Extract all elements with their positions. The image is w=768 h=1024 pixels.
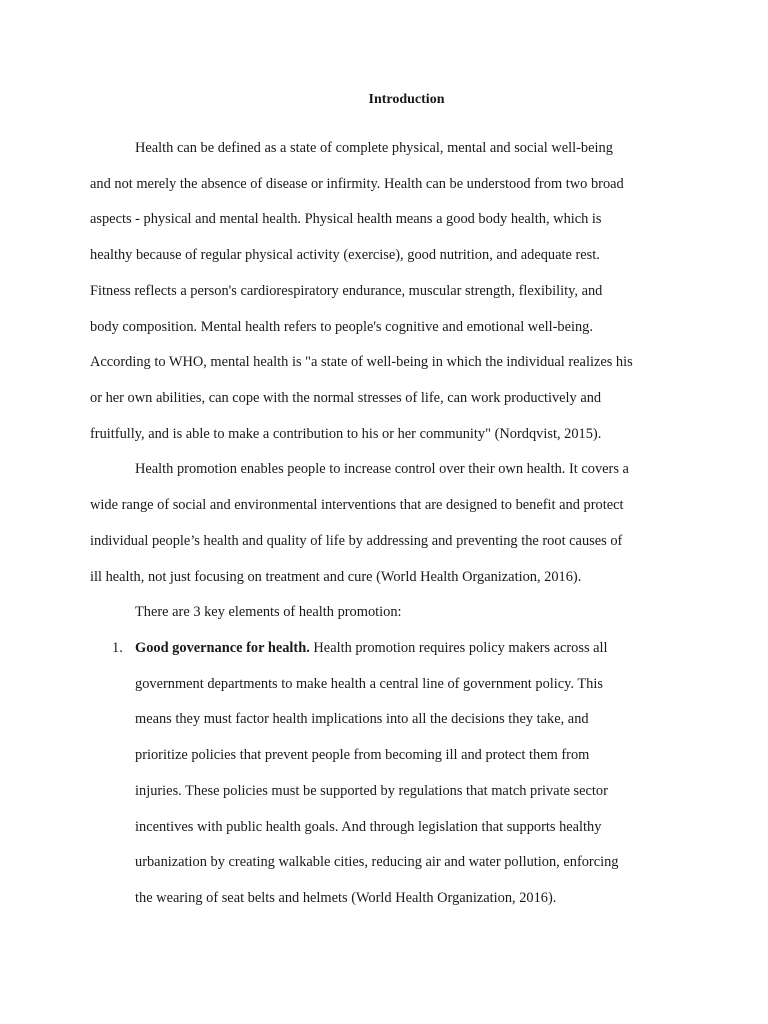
list-item-line: urbanization by creating walkable cities, reducing air and water pollution, enforcing <box>135 854 619 870</box>
list-item-line: injuries. These policies must be supported by regulations that match private sector <box>135 783 608 799</box>
list-item-line: means they must factor health implications into all the decisions they take, and <box>135 711 589 727</box>
paragraph-line: Fitness reflects a person's cardiorespiratory endurance, muscular strength, flexibility, and <box>90 283 603 299</box>
paragraph-line: According to WHO, mental health is "a state of well-being in which the individual realizes his <box>90 354 633 370</box>
paragraph-line: aspects - physical and mental health. Physical health means a good body health, which is <box>90 211 602 227</box>
paragraph-line: There are 3 key elements of health promotion: <box>135 604 402 620</box>
paragraph-line: ill health, not just focusing on treatment and cure (World Health Organization, 2016). <box>90 569 582 585</box>
list-number: 1. <box>112 640 123 656</box>
list-item-line: government departments to make health a central line of government policy. This <box>135 676 603 692</box>
list-item-text: Health promotion requires policy makers across all <box>309 640 608 656</box>
page-title: Introduction <box>368 92 445 107</box>
paragraph-line: and not merely the absence of disease or infirmity. Health can be understood from two broad <box>90 176 624 192</box>
paragraph-line: wide range of social and environmental interventions that are designed to benefit and protect <box>90 497 624 513</box>
paragraph-line: fruitfully, and is able to make a contribution to his or her community" (Nordqvist, 2015). <box>90 426 602 442</box>
paragraph-line: body composition. Mental health refers to people's cognitive and emotional well-being. <box>90 319 593 335</box>
paragraph-line: Health promotion enables people to increase control over their own health. It covers a <box>135 461 629 477</box>
paragraph-line: healthy because of regular physical activity (exercise), good nutrition, and adequate rest. <box>90 247 600 263</box>
paragraph-line: Health can be defined as a state of complete physical, mental and social well-being <box>135 140 613 156</box>
list-item-line: incentives with public health goals. And through legislation that supports healthy <box>135 819 602 835</box>
list-item-line: the wearing of seat belts and helmets (World Health Organization, 2016). <box>135 890 557 906</box>
list-item-heading: Good governance for health. <box>135 640 310 656</box>
paragraph-line: individual people’s health and quality of life by addressing and preventing the root causes of <box>90 533 623 549</box>
list-item-line: prioritize policies that prevent people from becoming ill and protect them from <box>135 747 590 763</box>
list-item-first-line <box>135 638 608 658</box>
paragraph-line: or her own abilities, can cope with the normal stresses of life, can work productively and <box>90 390 602 406</box>
